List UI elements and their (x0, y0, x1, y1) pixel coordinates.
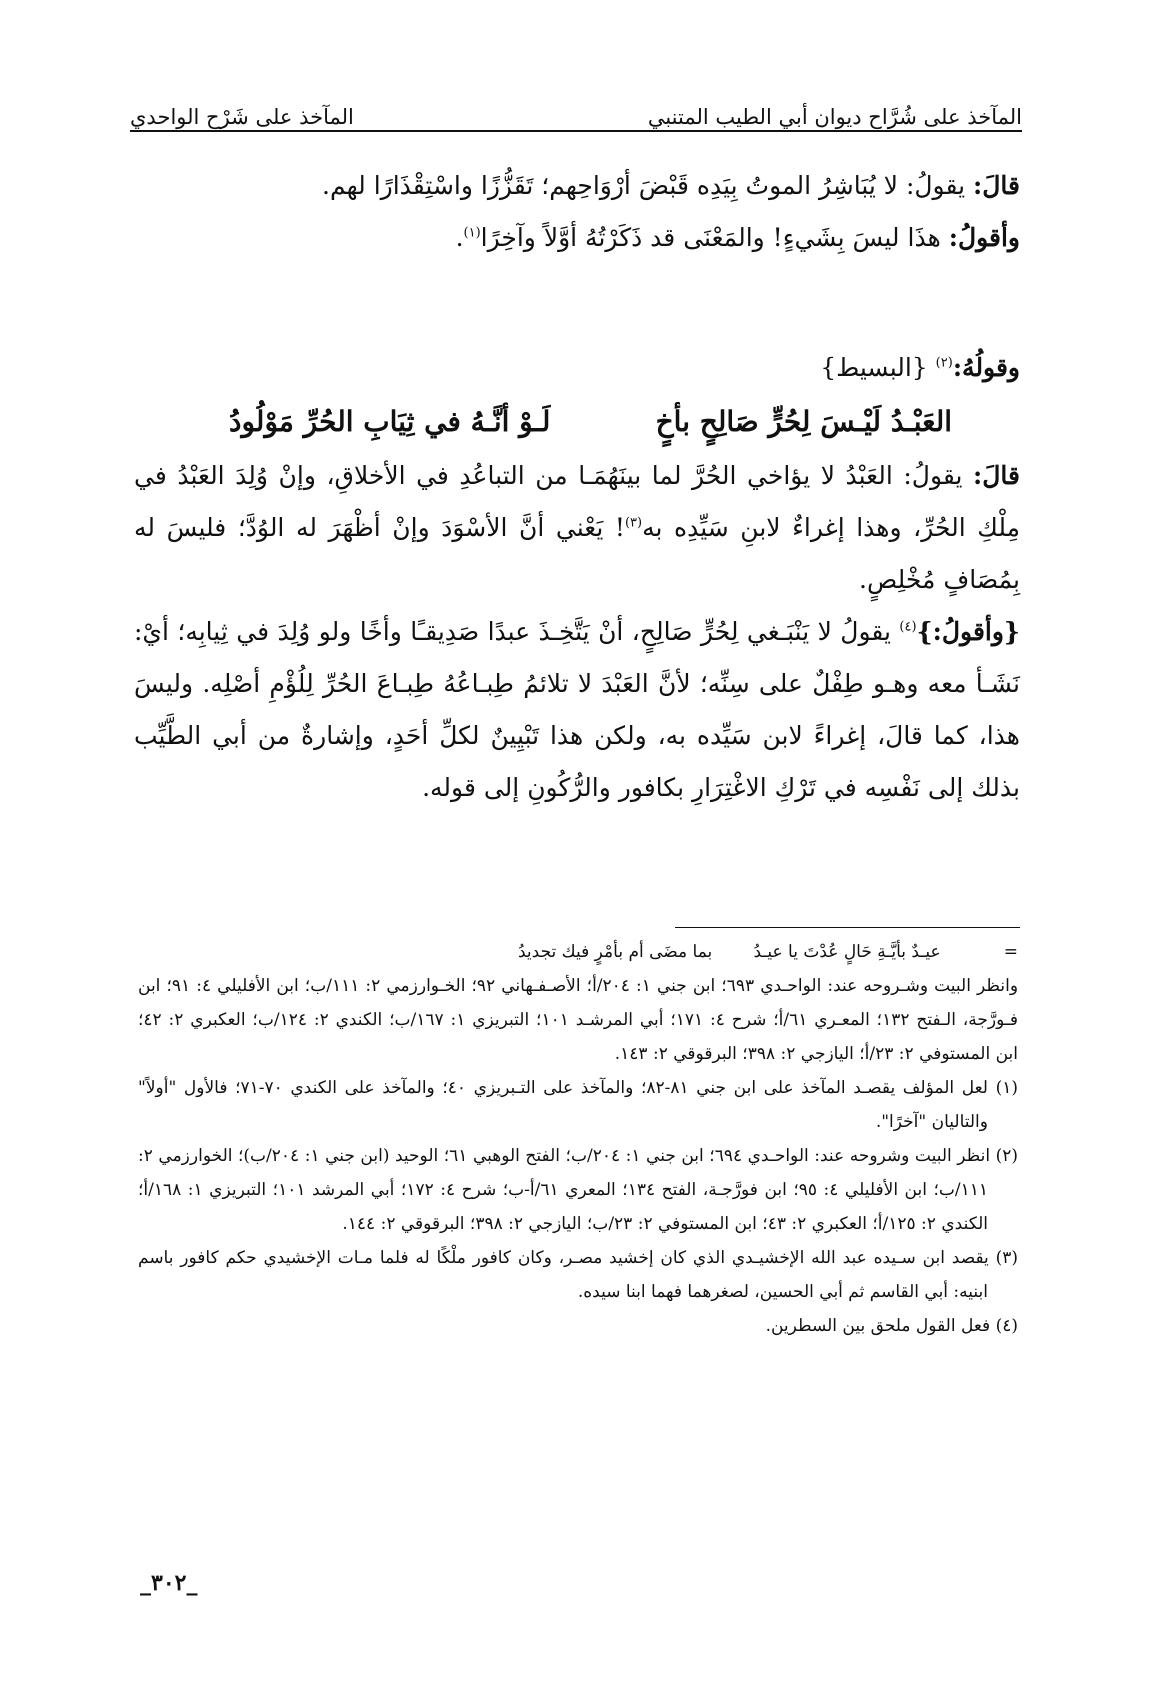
para3-text-a: يقولُ: العَبْدُ لا يؤاخي الحُرَّ لما بينَهُمَـا من التباعُدِ في الأخلاقِ، وإنْ وُلِدَ العَبْدُ في مِلْكِ الحُرِّ، وهذا إغراءٌ لابنِ سَيِّدِه به (134, 461, 1020, 542)
footnotes (138, 935, 1018, 1343)
commentary-line-1 (134, 160, 1020, 212)
footnote-ref-1[interactable]: (١) (463, 225, 481, 241)
verse-second-hemistich: لَـوْ أنَّـهُ في ثِيَابِ الحُرِّ مَوْلُودُ (229, 405, 551, 438)
commentary-para-3 (134, 450, 1020, 606)
footnote-4: (٤) فعل القول ملحق بين السطرين. (765, 1316, 1018, 1336)
qala-label: قالَ: (973, 171, 1020, 200)
footnote-ref-2[interactable]: (٢) (935, 355, 953, 371)
verse-section (134, 342, 1020, 814)
main-text (134, 160, 1020, 264)
header-chapter-title: المآخذ على شَرْح الواحدي (130, 105, 354, 129)
continuation-mark: = (1003, 942, 1018, 962)
footnote-1: (١) لعل المؤلف يقصـد المآخذ على ابن جني ٨١-٨٢؛ والمآخذ على التـبريزي ٤٠؛ والمآخذ على الكندي ٧٠-٧١؛ فالأول "أولاً" والتاليان "آخرًا". (138, 1078, 1019, 1132)
footnote-continuation: وانظر البيت وشـروحه عند: الواحـدي ٦٩٣؛ ابن جني ١: ٢٠٤/أ؛ الأصـفـهاني ٩٢؛ الخـوارزمي ٢: ١١١/ب؛ ابن الأفليلي ٤: ٩١؛ ابن فـورَّجة، الـفتح ١٣٢؛ المعـري ٦١/أ؛ شرح ٤: ١٧١؛ أبي المرشـد ١٠١؛ التبريزي ١: ١٦٧/ب؛ الكندي ٢: ١٢٤/ب؛ العكبري ٢: ٤٢؛ ابن المستوفي ٢: ٢٣/أ؛ اليازجي ٢: ٣٩٨؛ البرقوقي ٢: ١٤٣. (138, 976, 1019, 1064)
commentary-line-2 (134, 212, 1020, 264)
fn-verse-first: عيـدٌ بأيَّـةِ حَالٍ عُدْتَ يا عيـدُ (753, 942, 941, 962)
footnote-verse (138, 935, 1018, 969)
para3-text-b: ! يَعْني أنَّ الأسْوَدَ وإنْ أظْهَرَ له الوُدَّ؛ فليسَ له بِمُصَافٍ مُخْلِصٍ. (134, 513, 1020, 594)
fn-verse-second: بما مضَى أم بأمْرٍ فيك تجديدُ (518, 942, 713, 962)
commentary-para-4 (134, 606, 1020, 814)
commentary-text-2: هذَا ليسَ بِشَيءٍ! والمَعْنَى قد ذَكَرْتُهُ أوَّلاً وآخِرًا (480, 223, 941, 252)
commentary-text-1: يقولُ: لا يُبَاشِرُ الموتُ بِيَدِه قَبْضَ أرْوَاحِهم؛ تَقَزُّزًا واسْتِقْذَارًا لهم. (322, 171, 966, 200)
para4-text: يقولُ لا يَنْبَـغي لِحُرٍّ صَالِحٍ، أنْ يَتَّخِـذَ عبدًا صَدِيقـًا وأخًا ولو وُلِدَ في ثِيابِه؛ أيْ: نَشَـأ معه وهـو طِفْلٌ على سِنِّه؛ لأنَّ العَبْدَ لا تلائمُ طِبـاعُهُ طِبـاعَ الحُرِّ لِلُؤْمِ أصْلِه. وليسَ هذا، كما قالَ، إغراءً لابن سَيِّده به، ولكن هذا تَبْيِينٌ لكلِّ أحَدٍ، وإشارةٌ من أبي الطَّيِّب بذلك إلى نَفْسِه في تَرْكِ الاغْتِرَارِ بكافور والرُّكُونِ إلى قوله. (134, 617, 1020, 802)
page-number: _٣٠٢_ (140, 1570, 198, 1596)
footnote-ref-3[interactable]: (٣) (624, 515, 643, 531)
qawluhu-label: وقولُهُ: (952, 353, 1020, 382)
verse-intro (134, 342, 1020, 394)
meter-name: {البسيط} (820, 353, 928, 382)
aqulu-label-2: {وأقولُ:} (916, 617, 1020, 646)
qala-label-2: قالَ: (973, 461, 1020, 490)
verse-first-hemistich: العَبْـدُ لَيْـسَ لِحُرٍّ صَالِحٍ بأخٍ (655, 405, 952, 438)
footnote-2: (٢) انظر البيت وشروحه عند: الواحـدي ٦٩٤؛ ابن جني ١: ٢٠٤/ب؛ الفتح الوهبي ٦١؛ الوحيد (ابن جني ١: ٢٠٤/ب)؛ الخوارزمي ٢: ١١١/ب؛ ابن الأفليلي ٤: ٩٥؛ ابن فورَّجـة، الفتح ١٣٤؛ المعري ٦١/أ-ب؛ شرح ٤: ١٧٢؛ أبي المرشد ١٠١؛ التبريزي ١: ١٦٨/أ؛ الكندي ٢: ١٢٥/أ؛ العكبري ٢: ٤٣؛ ابن المستوفي ٢: ٢٣/ب؛ اليازجي ٢: ٣٩٨؛ البرقوقي ٢: ١٤٤. (138, 1146, 1018, 1234)
footnote-ref-4[interactable]: (٤) (899, 619, 917, 635)
aqulu-label: وأقولُ: (948, 223, 1020, 252)
running-header (130, 82, 1022, 128)
footnote-3: (٣) يقصد ابن سـيده عبد الله الإخشيـدي الذي كان إخشيد مصـر، وكان كافور ملْكًا له فلما مـات الإخشيدي حكم كافور باسم ابنيه: أبي القاسم ثم أبي الحسين، لصغرهما فهما ابنا سيده. (138, 1248, 1018, 1302)
footnote-rule (675, 927, 1020, 928)
header-rule (130, 130, 1022, 132)
poem-verse (134, 394, 1020, 450)
period: . (455, 223, 464, 252)
header-book-title: المآخذ على شُرَّاح ديوان أبي الطيب المتنبي (647, 105, 1022, 129)
